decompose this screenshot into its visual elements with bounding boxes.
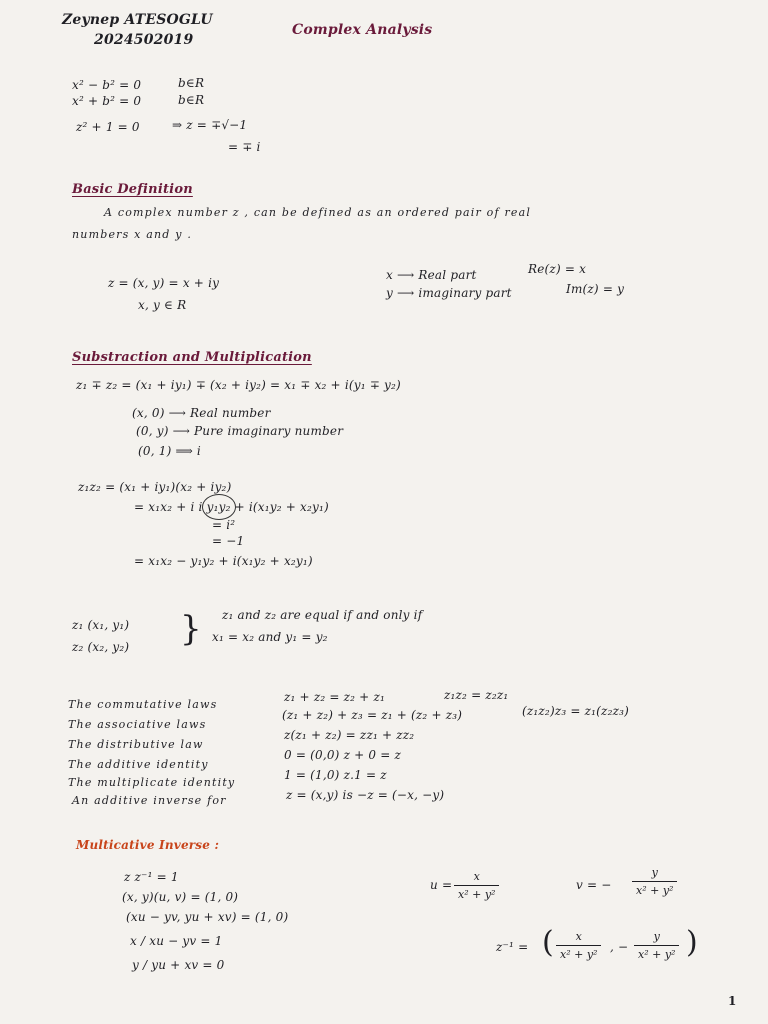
formula: = x₁x₂ − y₁y₂ + i(x₁y₂ + x₂y₁) xyxy=(134,554,313,568)
law-name: The associative laws xyxy=(68,718,207,731)
u-numerator: x xyxy=(473,870,480,883)
law-formula: z(z₁ + z₂) = zz₁ + zz₂ xyxy=(284,728,415,742)
formula: = x₁x₂ + i i y₁y₂ + i(x₁y₂ + x₂y₁) xyxy=(134,500,329,514)
section-heading: Substraction and Multiplication xyxy=(72,350,312,365)
equation-condition: b∈R xyxy=(178,93,205,107)
formula: (xu − yv, yu + xv) = (1, 0) xyxy=(126,910,289,924)
v-lhs: v = − xyxy=(576,878,612,892)
annotation: = −1 xyxy=(212,534,245,548)
v-fraction xyxy=(632,866,677,897)
im-formula: Im(z) = y xyxy=(566,282,625,296)
zinv-denominator-2: x² + y² xyxy=(638,948,676,961)
definition-text: numbers x and y . xyxy=(72,228,193,241)
left-paren: ( xyxy=(542,925,554,960)
pair-imaginary: (0, y) ⟶ Pure imaginary number xyxy=(136,424,344,438)
pair-real: (x, 0) ⟶ Real number xyxy=(132,406,271,420)
law-formula: z = (x,y) is −z = (−x, −y) xyxy=(286,788,445,802)
law-formula: (z₁z₂)z₃ = z₁(z₂z₃) xyxy=(522,704,630,718)
right-brace: } xyxy=(180,609,202,649)
zinv-separator: , − xyxy=(610,940,629,954)
fraction-bar xyxy=(454,885,499,886)
zinv-denominator-1: x² + y² xyxy=(560,948,598,961)
real-part-label: x ⟶ Real part xyxy=(386,268,477,282)
fraction-bar xyxy=(556,945,601,946)
right-paren: ) xyxy=(686,925,698,960)
definition-text: A complex number z , can be defined as an ordered pair of real xyxy=(104,206,532,219)
zinv-fraction-1 xyxy=(556,930,601,961)
v-denominator: x² + y² xyxy=(636,884,674,897)
section-heading: Basic Definition xyxy=(72,182,193,197)
fraction-bar xyxy=(632,881,677,882)
zinv-numerator-1: x xyxy=(575,930,582,943)
page-number: 1 xyxy=(728,994,737,1008)
law-formula: 0 = (0,0) z + 0 = z xyxy=(284,748,402,762)
re-formula: Re(z) = x xyxy=(528,262,587,276)
equation: x² + b² = 0 xyxy=(72,94,142,108)
formula: x / xu − yv = 1 xyxy=(130,934,223,948)
formula-condition: x, y ∈ R xyxy=(138,298,187,312)
u-denominator: x² + y² xyxy=(458,888,496,901)
z1-pair: z₁ (x₁, y₁) xyxy=(72,618,130,632)
formula: y / yu + xv = 0 xyxy=(132,958,225,972)
z2-pair: z₂ (x₂, y₂) xyxy=(72,640,130,654)
equation-result: = ∓ i xyxy=(228,140,261,154)
equation-implication: ⇒ z = ∓√−1 xyxy=(172,118,248,132)
equality-condition: x₁ = x₂ and y₁ = y₂ xyxy=(212,630,328,644)
zinv-lhs: z⁻¹ = xyxy=(496,940,529,954)
equation: x² − b² = 0 xyxy=(72,78,142,92)
zinv-fraction-2 xyxy=(634,930,679,961)
annotation-circle xyxy=(202,494,236,520)
formula: z₁ ∓ z₂ = (x₁ + iy₁) ∓ (x₂ + iy₂) = x₁ ∓ x₂ + i(y₁ ∓ y₂) xyxy=(76,378,401,392)
law-name: The multiplicate identity xyxy=(68,776,236,789)
fraction-bar xyxy=(634,945,679,946)
law-formula: (z₁ + z₂) + z₃ = z₁ + (z₂ + z₃) xyxy=(282,708,463,722)
law-name: The additive identity xyxy=(68,758,209,771)
equation-condition: b∈R xyxy=(178,76,205,90)
formula: z₁z₂ = (x₁ + iy₁)(x₂ + iy₂) xyxy=(78,480,232,494)
annotation: = i² xyxy=(212,518,236,532)
student-id: 2024502019 xyxy=(94,32,194,48)
formula: z z⁻¹ = 1 xyxy=(124,870,179,884)
law-name: The commutative laws xyxy=(68,698,218,711)
v-numerator: y xyxy=(651,866,658,879)
page-title: Complex Analysis xyxy=(292,22,433,38)
law-name: The distributive law xyxy=(68,738,204,751)
law-formula: 1 = (1,0) z.1 = z xyxy=(284,768,387,782)
author-name: Zeynep ATESOGLU xyxy=(62,12,213,28)
section-heading: Multicative Inverse : xyxy=(76,838,220,852)
equation: z² + 1 = 0 xyxy=(76,120,140,134)
equality-statement: z₁ and z₂ are equal if and only if xyxy=(222,608,423,622)
zinv-numerator-2: y xyxy=(653,930,660,943)
law-name: An additive inverse for xyxy=(72,794,227,807)
formula: z = (x, y) = x + iy xyxy=(108,276,220,290)
imag-part-label: y ⟶ imaginary part xyxy=(386,286,512,300)
u-lhs: u = xyxy=(430,878,453,892)
pair-i: (0, 1) ⟹ i xyxy=(138,444,201,458)
law-formula: z₁z₂ = z₂z₁ xyxy=(444,688,509,702)
formula: (x, y)(u, v) = (1, 0) xyxy=(122,890,239,904)
u-fraction xyxy=(454,870,499,901)
law-formula: z₁ + z₂ = z₂ + z₁ xyxy=(284,690,385,704)
